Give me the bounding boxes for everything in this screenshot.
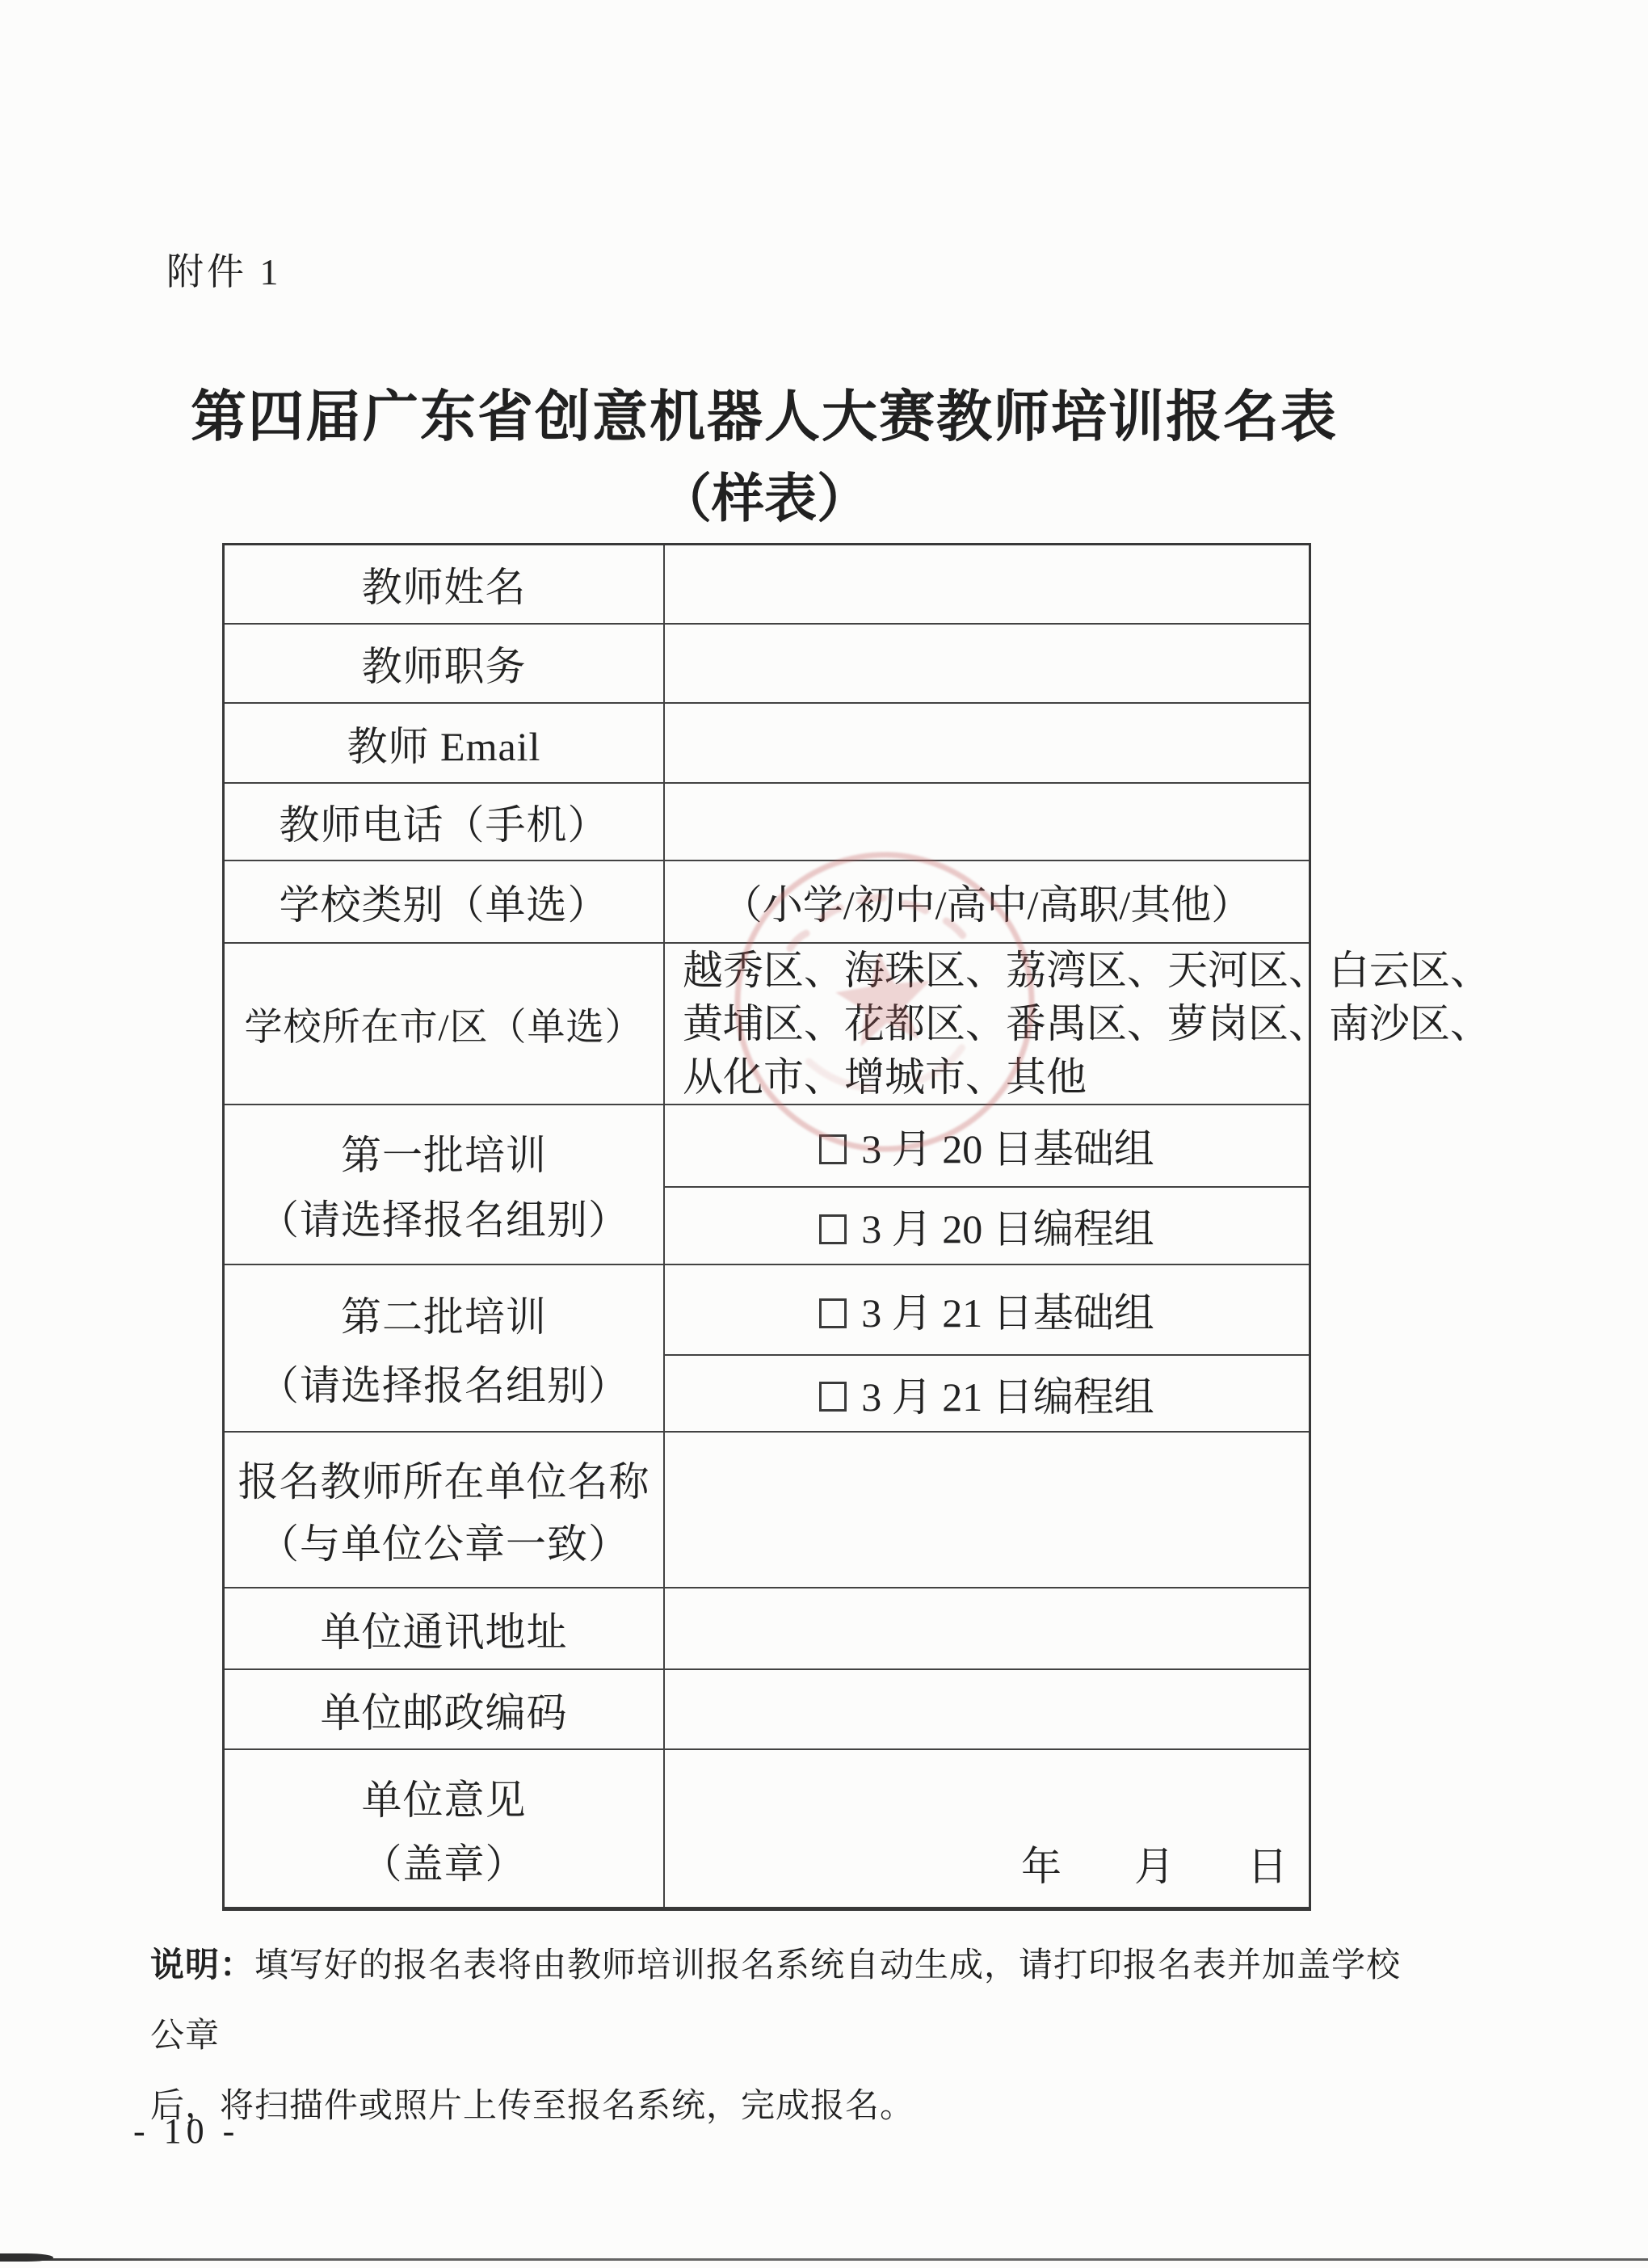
field-teacher-email xyxy=(665,704,1309,784)
checkbox-icon-batch1-basic xyxy=(819,1134,847,1164)
label-unit-name xyxy=(225,1433,665,1588)
page-number: - 10 - xyxy=(133,2111,240,2151)
option-batch1-programming xyxy=(665,1188,1309,1265)
district-line-3: 从化市、增城市、其他 xyxy=(683,1054,1087,1100)
field-unit-address xyxy=(665,1588,1309,1670)
district-line-1: 越秀区、海珠区、荔湾区、天河区、白云区、 xyxy=(683,948,1490,993)
form-title-line2: （样表） xyxy=(658,470,869,528)
label-unit-address: 单位通讯地址 xyxy=(225,1588,665,1670)
field-teacher-title xyxy=(665,625,1309,704)
label-batch1-line1: 第一批培训 xyxy=(341,1133,547,1178)
checkbox-icon-batch2-basic xyxy=(819,1298,847,1328)
label-unit-opinion xyxy=(225,1750,665,1907)
date-day-label: 日 xyxy=(1247,1844,1288,1889)
option-label-batch1-basic: 3 月 20 日基础组 xyxy=(861,1126,1154,1172)
label-teacher-name: 教师姓名 xyxy=(225,545,665,625)
label-school-type: 学校类别（单选） xyxy=(225,861,665,944)
label-teacher-phone: 教师电话（手机） xyxy=(225,784,665,861)
label-batch2-line2: （请选择报名组别） xyxy=(259,1362,629,1408)
form-title-line1: 第四届广东省创意机器人大赛教师培训报名表 xyxy=(191,386,1338,448)
label-school-district: 学校所在市/区（单选） xyxy=(225,944,665,1105)
registration-form-table xyxy=(222,543,1490,1911)
instructions-text1: 填写好的报名表将由教师培训报名系统自动生成，请打印报名表并加盖学校公章 xyxy=(150,1947,1402,2055)
label-teacher-email: 教师 Email xyxy=(225,704,665,784)
label-unit-postcode: 单位邮政编码 xyxy=(225,1670,665,1750)
date-month-label: 月 xyxy=(1134,1844,1175,1889)
label-unit-opinion-line2: （盖章） xyxy=(361,1841,527,1887)
option-batch1-basic xyxy=(665,1105,1309,1188)
instructions-label: 说明： xyxy=(150,1947,255,1984)
scan-edge-wedge xyxy=(0,2253,53,2262)
field-teacher-name xyxy=(665,545,1309,625)
label-teacher-title: 教师职务 xyxy=(225,625,665,704)
checkbox-icon-batch1-programming xyxy=(819,1214,847,1244)
option-batch2-programming xyxy=(665,1356,1309,1433)
label-batch1 xyxy=(225,1105,665,1265)
value-school-district-options xyxy=(665,944,1490,1105)
value-school-type-options: （小学/初中/高中/高职/其他） xyxy=(665,861,1309,944)
option-label-batch2-basic: 3 月 21 日基础组 xyxy=(861,1290,1154,1336)
option-label-batch2-programming: 3 月 21 日编程组 xyxy=(861,1374,1154,1420)
label-unit-name-line1: 报名教师所在单位名称 xyxy=(238,1458,650,1504)
district-line-2: 黄埔区、花都区、番禺区、萝岗区、南沙区、 xyxy=(683,1001,1490,1046)
option-batch2-basic xyxy=(665,1265,1309,1356)
field-teacher-phone xyxy=(665,784,1309,861)
field-unit-opinion-date xyxy=(665,1750,1309,1907)
attachment-label: 附件 1 xyxy=(166,251,282,292)
option-label-batch1-programming: 3 月 20 日编程组 xyxy=(861,1206,1154,1252)
date-year-label: 年 xyxy=(1021,1844,1062,1889)
label-batch1-line2: （请选择报名组别） xyxy=(259,1197,629,1243)
label-batch2 xyxy=(225,1265,665,1433)
label-unit-opinion-line1: 单位意见 xyxy=(361,1777,527,1823)
label-unit-name-line2: （与单位公章一致） xyxy=(259,1521,629,1567)
field-unit-postcode xyxy=(665,1670,1309,1750)
label-batch2-line1: 第二批培训 xyxy=(341,1294,547,1340)
instructions-line2: 后，将扫描件或照片上传至报名系统，完成报名。 xyxy=(150,2088,915,2125)
form-title xyxy=(174,380,1355,536)
checkbox-icon-batch2-programming xyxy=(819,1382,847,1412)
form-instructions xyxy=(150,1931,1410,2142)
field-unit-name xyxy=(665,1433,1309,1588)
scan-edge-line xyxy=(0,2258,1648,2261)
instructions-line1 xyxy=(150,1931,1410,2072)
